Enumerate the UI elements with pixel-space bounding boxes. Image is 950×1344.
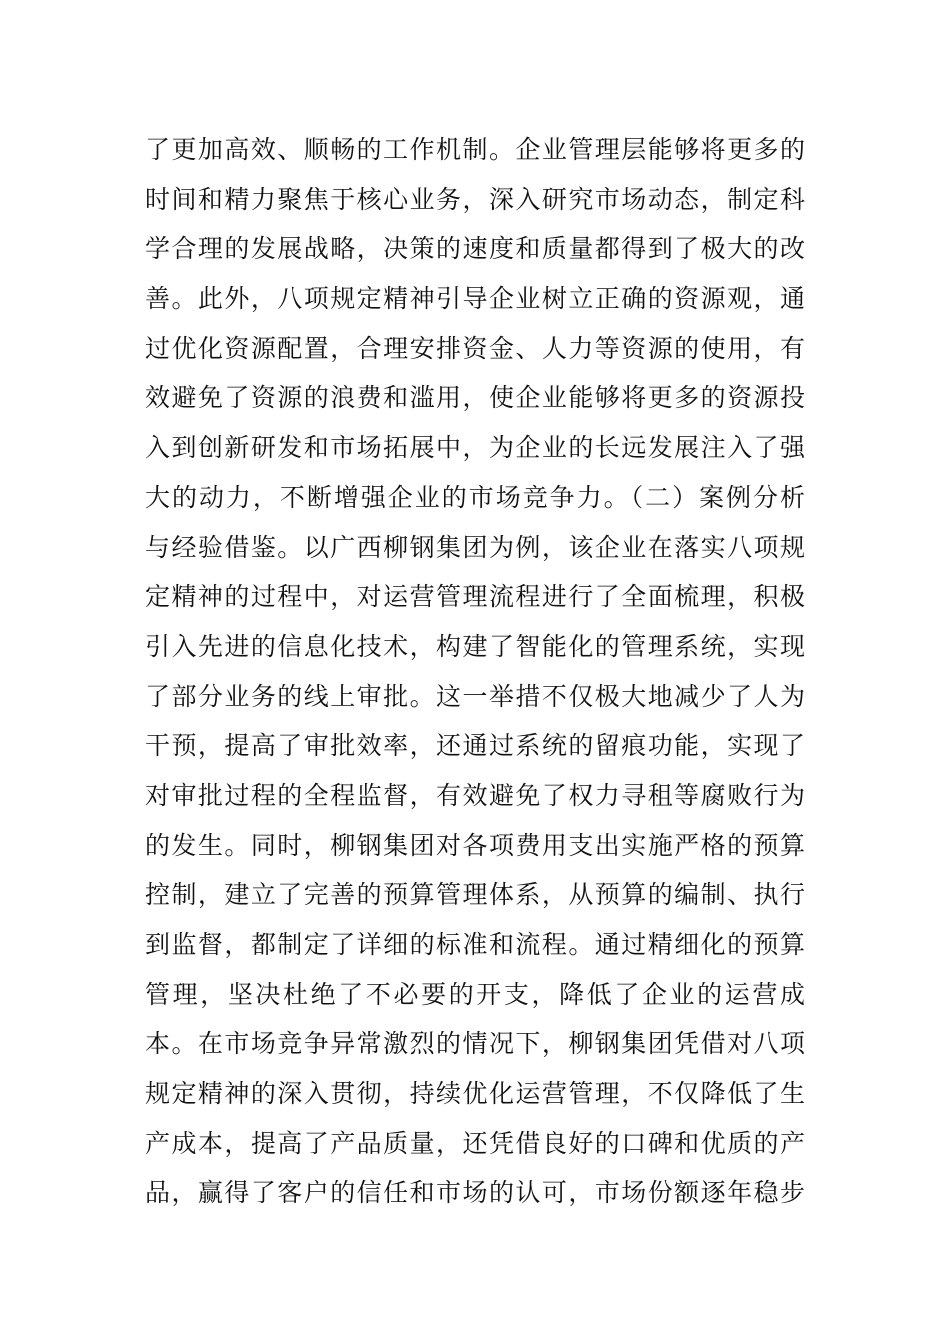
text-line: 善。此外，八项规定精神引导企业树立正确的资源观，通 (145, 284, 805, 314)
text-line: 时间和精力聚焦于核心业务，深入研究市场动态，制定科 (145, 184, 805, 214)
text-line: 规定精神的深入贯彻，持续优化运营管理，不仅降低了生 (145, 1079, 805, 1109)
body-text (145, 125, 805, 1218)
text-line: 大的动力，不断增强企业的市场竞争力。（二）案例分析 (145, 482, 805, 512)
text-line: 对审批过程的全程监督，有效避免了权力寻租等腐败行为 (145, 780, 805, 810)
text-line: 产成本，提高了产品质量，还凭借良好的口碑和优质的产 (145, 1128, 805, 1158)
text-line: 干预，提高了审批效率，还通过系统的留痕功能，实现了 (145, 731, 805, 761)
text-line: 引入先进的信息化技术，构建了智能化的管理系统，实现 (145, 631, 805, 661)
text-line: 了部分业务的线上审批。这一举措不仅极大地减少了人为 (145, 681, 805, 711)
text-line: 学合理的发展战略，决策的速度和质量都得到了极大的改 (145, 234, 805, 264)
text-line: 入到创新研发和市场拓展中，为企业的长远发展注入了强 (145, 433, 805, 463)
text-line: 到监督，都制定了详细的标准和流程。通过精细化的预算 (145, 930, 805, 959)
text-line: 控制，建立了完善的预算管理体系，从预算的编制、执行 (145, 880, 805, 910)
text-line: 定精神的过程中，对运营管理流程进行了全面梳理，积极 (145, 582, 805, 612)
text-line: 本。在市场竞争异常激烈的情况下，柳钢集团凭借对八项 (145, 1029, 805, 1059)
text-line: 与经验借鉴。以广西柳钢集团为例，该企业在落实八项规 (145, 532, 805, 562)
text-line: 的发生。同时，柳钢集团对各项费用支出实施严格的预算 (145, 830, 805, 860)
text-line: 了更加高效、顺畅的工作机制。企业管理层能够将更多的 (145, 135, 805, 164)
text-line: 管理，坚决杜绝了不必要的开支，降低了企业的运营成 (145, 979, 805, 1009)
text-line: 品，赢得了客户的信任和市场的认可，市场份额逐年稳步 (145, 1178, 805, 1208)
text-line: 过优化资源配置，合理安排资金、人力等资源的使用，有 (145, 333, 805, 363)
text-line: 效避免了资源的浪费和滥用，使企业能够将更多的资源投 (145, 383, 805, 413)
